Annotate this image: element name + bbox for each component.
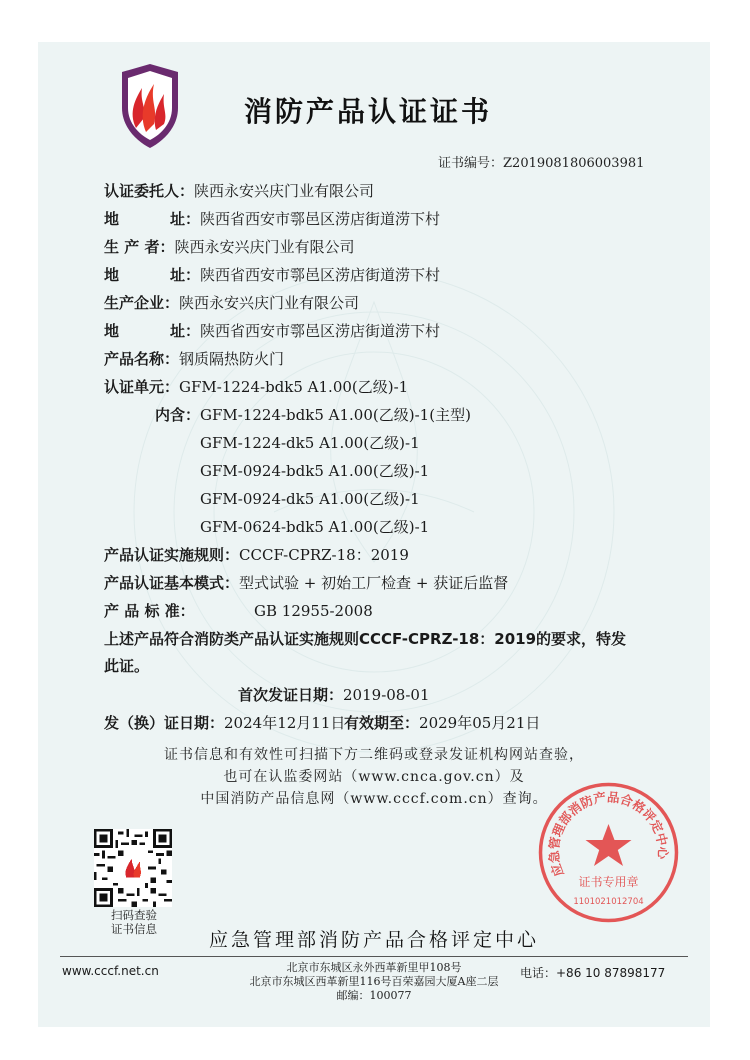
qr-caption-line-2: 证书信息 [111, 922, 157, 936]
contains-item-row [200, 488, 420, 509]
contains-item: GFM-1224-dk5 A1.00(乙级)-1 [200, 434, 420, 452]
footer-postcode: 邮编：100077 [336, 989, 412, 1002]
first-issue-row [238, 684, 430, 705]
seal-center-text: 证书专用章 [578, 875, 639, 889]
certificate [38, 42, 710, 1027]
verification-note-1: 证书信息和有效性可扫描下方二维码或登录发证机构网站查验， [164, 747, 584, 763]
statement-line-2: 此证。 [104, 657, 150, 675]
mode-label: 产品认证基本模式： [104, 574, 240, 592]
producer-value: 陕西永安兴庆门业有限公司 [174, 238, 355, 256]
footer-website[interactable]: www.cccf.net.cn [62, 964, 159, 978]
certificate-title: 消防产品认证证书 [244, 95, 493, 128]
manufacturer-address-row [104, 320, 440, 341]
contains-item: GFM-0924-bdk5 A1.00(乙级)-1 [200, 462, 430, 480]
contains-label: 内含： [154, 406, 200, 424]
contains-item: GFM-0624-bdk5 A1.00(乙级)-1 [200, 518, 430, 536]
contains-item-row [200, 460, 429, 481]
rules-label: 产品认证实施规则： [104, 546, 240, 564]
producer-row [104, 236, 354, 257]
producer-address-row [104, 264, 440, 285]
client-label: 认证委托人： [104, 182, 195, 200]
contains-row [104, 404, 471, 425]
rules-value: CCCF-CPRZ-18：2019 [239, 546, 409, 564]
footer-divider [60, 956, 688, 957]
standard-label: 产 品 标 准： [104, 602, 195, 620]
qr-caption-line-1: 扫码查验 [111, 908, 157, 922]
footer-address-line: 北京市东城区永外西革新里甲108号 [286, 961, 462, 974]
certificate-number-label: 证书编号： [438, 156, 504, 171]
certificate-number-value: Z2019081806003981 [503, 156, 645, 171]
official-seal [536, 780, 681, 925]
producer-label: 生 产 者： [104, 238, 175, 256]
contains-item: GFM-0924-dk5 A1.00(乙级)-1 [200, 490, 420, 508]
manufacturer-address-value: 陕西省西安市鄠邑区涝店街道涝下村 [200, 322, 441, 340]
producer-address-value: 陕西省西安市鄠邑区涝店街道涝下村 [200, 266, 441, 284]
manufacturer-address-label-a: 地 [104, 322, 120, 340]
qr-code[interactable] [94, 829, 172, 907]
unit-row [104, 376, 408, 397]
rules-row [104, 544, 409, 565]
unit-label: 认证单元： [104, 378, 180, 396]
issuer-name: 应急管理部消防产品合格评定中心 [208, 929, 539, 951]
certificate-number [438, 152, 644, 171]
footer-address-line: 北京市东城区西革新里116号百荣嘉园大厦A座二层 [249, 975, 499, 988]
statement-line-1: 上述产品符合消防类产品认证实施规则CCCF-CPRZ-18：2019的要求，特发 [104, 630, 627, 648]
unit-value: GFM-1224-bdk5 A1.00(乙级)-1 [179, 378, 409, 396]
product-name-label: 产品名称： [104, 350, 180, 368]
reissue-value: 2024年12月11日 [224, 714, 346, 732]
verification-note-2: 也可在认监委网站（www.cnca.gov.cn）及 [223, 769, 525, 785]
client-address-label-b: 址： [170, 210, 201, 228]
manufacturer-row [104, 292, 359, 313]
reissue-label: 发（换）证日期： [104, 714, 225, 732]
valid-until-value: 2029年05月21日 [419, 714, 541, 732]
contains-item: GFM-1224-bdk5 A1.00(乙级)-1(主型) [200, 406, 471, 424]
mode-value: 型式试验 + 初始工厂检查 + 获证后监督 [239, 574, 509, 592]
client-row [104, 180, 374, 201]
producer-address-label-a: 地 [104, 266, 120, 284]
dates-row [104, 712, 540, 733]
standard-row [104, 600, 373, 621]
first-issue-label: 首次发证日期： [238, 686, 344, 704]
seal-number: 1101021012704 [573, 897, 644, 907]
producer-address-label-b: 址： [170, 266, 201, 284]
manufacturer-address-label-b: 址： [170, 322, 201, 340]
mode-row [104, 572, 508, 593]
footer-phone: 电话：+86 10 87898177 [520, 966, 666, 980]
manufacturer-value: 陕西永安兴庆门业有限公司 [179, 294, 360, 312]
contains-item-row [200, 516, 429, 537]
first-issue-value: 2019-08-01 [343, 686, 430, 704]
seal-ring-text: 应急管理部消防产品合格评定中心 [546, 789, 671, 879]
verification-note-3: 中国消防产品信息网（www.cccf.com.cn）查询。 [200, 791, 548, 807]
manufacturer-label: 生产企业： [104, 294, 180, 312]
product-name-value: 钢质隔热防火门 [179, 350, 285, 368]
fire-certification-logo [114, 62, 186, 150]
client-value: 陕西永安兴庆门业有限公司 [194, 182, 375, 200]
standard-value: GB 12955-2008 [254, 602, 373, 620]
client-address-value: 陕西省西安市鄠邑区涝店街道涝下村 [200, 210, 441, 228]
client-address-row [104, 208, 440, 229]
contains-item-row [200, 432, 420, 453]
product-name-row [104, 348, 284, 369]
client-address-label-a: 地 [104, 210, 120, 228]
valid-until-label: 有效期至： [344, 714, 420, 732]
